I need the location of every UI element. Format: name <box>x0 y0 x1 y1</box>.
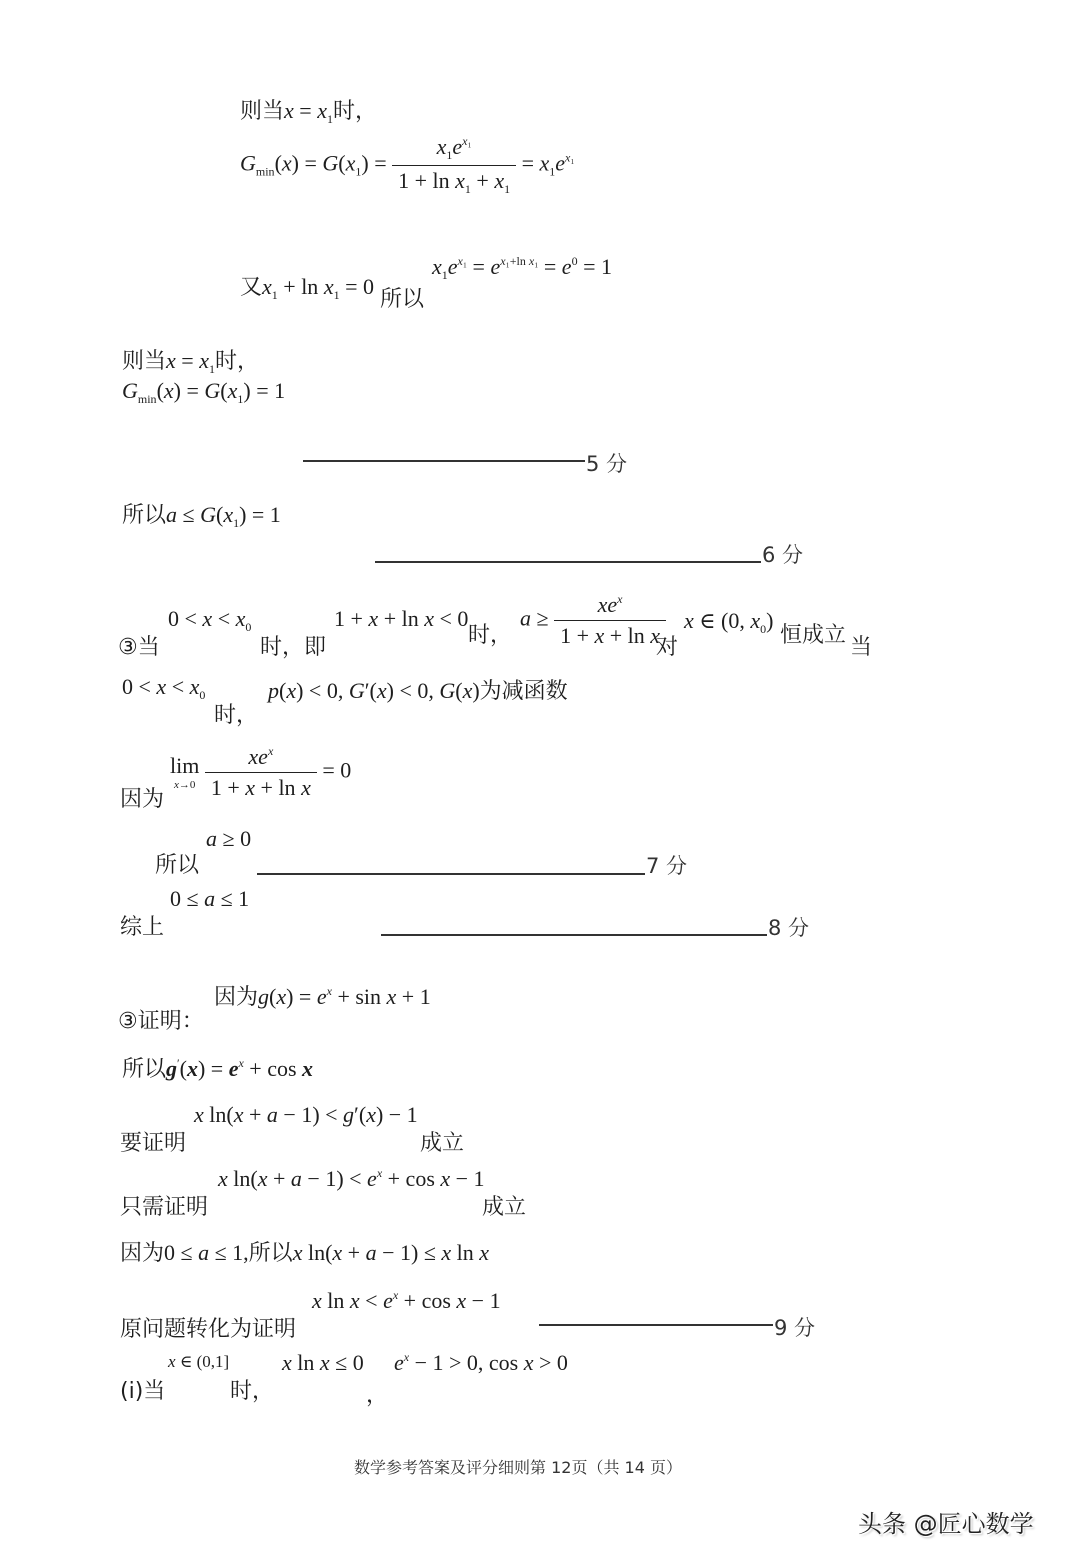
line-then-when-x1: 则当$x = x_1$时， <box>240 98 377 126</box>
formula-1-x-lnx-lt-0: 1 + x + ln x < 0 <box>334 606 469 631</box>
formula-ex-minus-1-cos: $e^x - 1 > 0$, cos x > 0 <box>394 1350 568 1375</box>
text-then-when: 则当 <box>240 99 285 124</box>
text-when-3: 时， <box>214 703 259 728</box>
formula-a-ge-0: a ≥ 0 <box>206 826 252 851</box>
score-rule-9 <box>539 1324 773 1326</box>
score-5: 5 分 <box>586 452 628 476</box>
formula-xlnx-lt-ex-cos: x $\ln x < e^x + \cos x - 1$ <box>312 1288 501 1313</box>
fraction: $\frac{x_1e^{x_1}}{1 + \ln x_1 + x_1}$ <box>392 134 516 197</box>
watermark: 头条 @匠心数学 <box>858 1510 1034 1538</box>
score-rule-7 <box>257 873 645 875</box>
text-always-holds: 恒成立 <box>780 623 847 648</box>
formula-x-in-0-x0: x ∈ (0, $x_0$) <box>684 608 774 636</box>
text-to-prove: 要证明 <box>120 1131 187 1156</box>
formula-xlnx-le-0: x ln x ≤ 0 <box>282 1350 364 1375</box>
text-when-ie: 时，即 <box>260 635 327 660</box>
formula-x-in-0-1: x ∈ (0,1] <box>168 1352 230 1371</box>
formula-xln-lt-gprime: x ln(x + a − 1) < g′(x) − 1 <box>194 1102 418 1127</box>
text-holds-2: 成立 <box>482 1195 527 1220</box>
text-comma: ， <box>366 1383 389 1408</box>
formula-x1ex1-equals-1: $x_1e^{x_1} = e^{x_1+ln x_1} = e^0 = 1$ <box>432 254 612 282</box>
formula-gmin-equals-1: $G_{min}(x) = G(x_1) = 1$ <box>122 378 286 406</box>
page-footer: 数学参考答案及评分细则第 12页（共 14 页） <box>354 1458 682 1477</box>
formula-0-lt-x-lt-x0-second: $0 < x < x_0$ <box>122 674 206 702</box>
formula-gmin-fraction: $G_{min}(x) = G(x_1)$ = $\frac{x_1e^{x_1}}{1 + \ln x_1 + x_1}$ = $x_1e^{x_1}$ <box>240 134 575 196</box>
line-then-when-x1-second: 则当$x = x_1$时， <box>122 348 259 376</box>
text-so: 所以 <box>380 287 425 312</box>
text-so-2: 所以 <box>155 853 200 878</box>
formula-xln-lt-ex-cos: x $\ln(x + a - 1) < e^x + \cos x - 1$ <box>218 1166 485 1191</box>
score-7: 7 分 <box>646 854 688 878</box>
text-when-4: 时， <box>230 1379 275 1404</box>
text-only-need-prove: 只需证明 <box>120 1195 209 1220</box>
text-transform-problem: 原问题转化为证明 <box>120 1317 297 1342</box>
text-case3-proof: ③证明： <box>118 1009 204 1034</box>
text-when-2: 当 <box>850 635 873 660</box>
text-in-summary: 综上 <box>120 915 165 940</box>
score-6: 6 分 <box>762 543 804 567</box>
score-rule-5 <box>303 460 585 462</box>
text-case3-when: ③当 <box>118 635 160 660</box>
line-so-a-le: 所以$a \le G(x_1) = 1$ <box>122 502 281 530</box>
formula-a-ge-fraction: a ≥ $\frac{xe^x}{\text{1 + x + ln x}}$ <box>520 592 666 649</box>
line-p-gprime-decreasing: p(x) < 0, G′(x) < 0, G(x)为减函数 <box>268 678 568 704</box>
formula-0-le-a-le-1: 0 ≤ a ≤ 1 <box>170 886 250 911</box>
line-because-g: 因为$g(x) = e^x + \sin x + 1$ <box>214 984 431 1010</box>
formula-0-lt-x-lt-x0: $0 < x < x_0$ <box>168 606 252 634</box>
text-holds: 成立 <box>420 1131 465 1156</box>
line-also-x1-lnx1: 又$x_1 + \ln x_1 = 0$ <box>240 274 374 302</box>
text-for: 对 <box>656 635 679 660</box>
text-case-i-when: (i)当 <box>120 1379 166 1404</box>
line-because-a-range: 因为0 ≤ a ≤ 1,所以x ln(x + a − 1) ≤ x ln x <box>120 1240 490 1266</box>
text-when: 时， <box>468 623 513 648</box>
score-9: 9 分 <box>774 1316 816 1340</box>
formula-limit: lim x→0 $\frac{xe^x}{\text{1 + x + ln x}}$ = 0 <box>170 744 352 800</box>
text-because: 因为 <box>120 787 165 812</box>
line-so-gprime: 所以$g'(x) = e^x + \cos x$ <box>122 1056 314 1082</box>
score-8: 8 分 <box>768 916 810 940</box>
score-rule-6 <box>375 561 761 563</box>
score-rule-8 <box>381 934 767 936</box>
